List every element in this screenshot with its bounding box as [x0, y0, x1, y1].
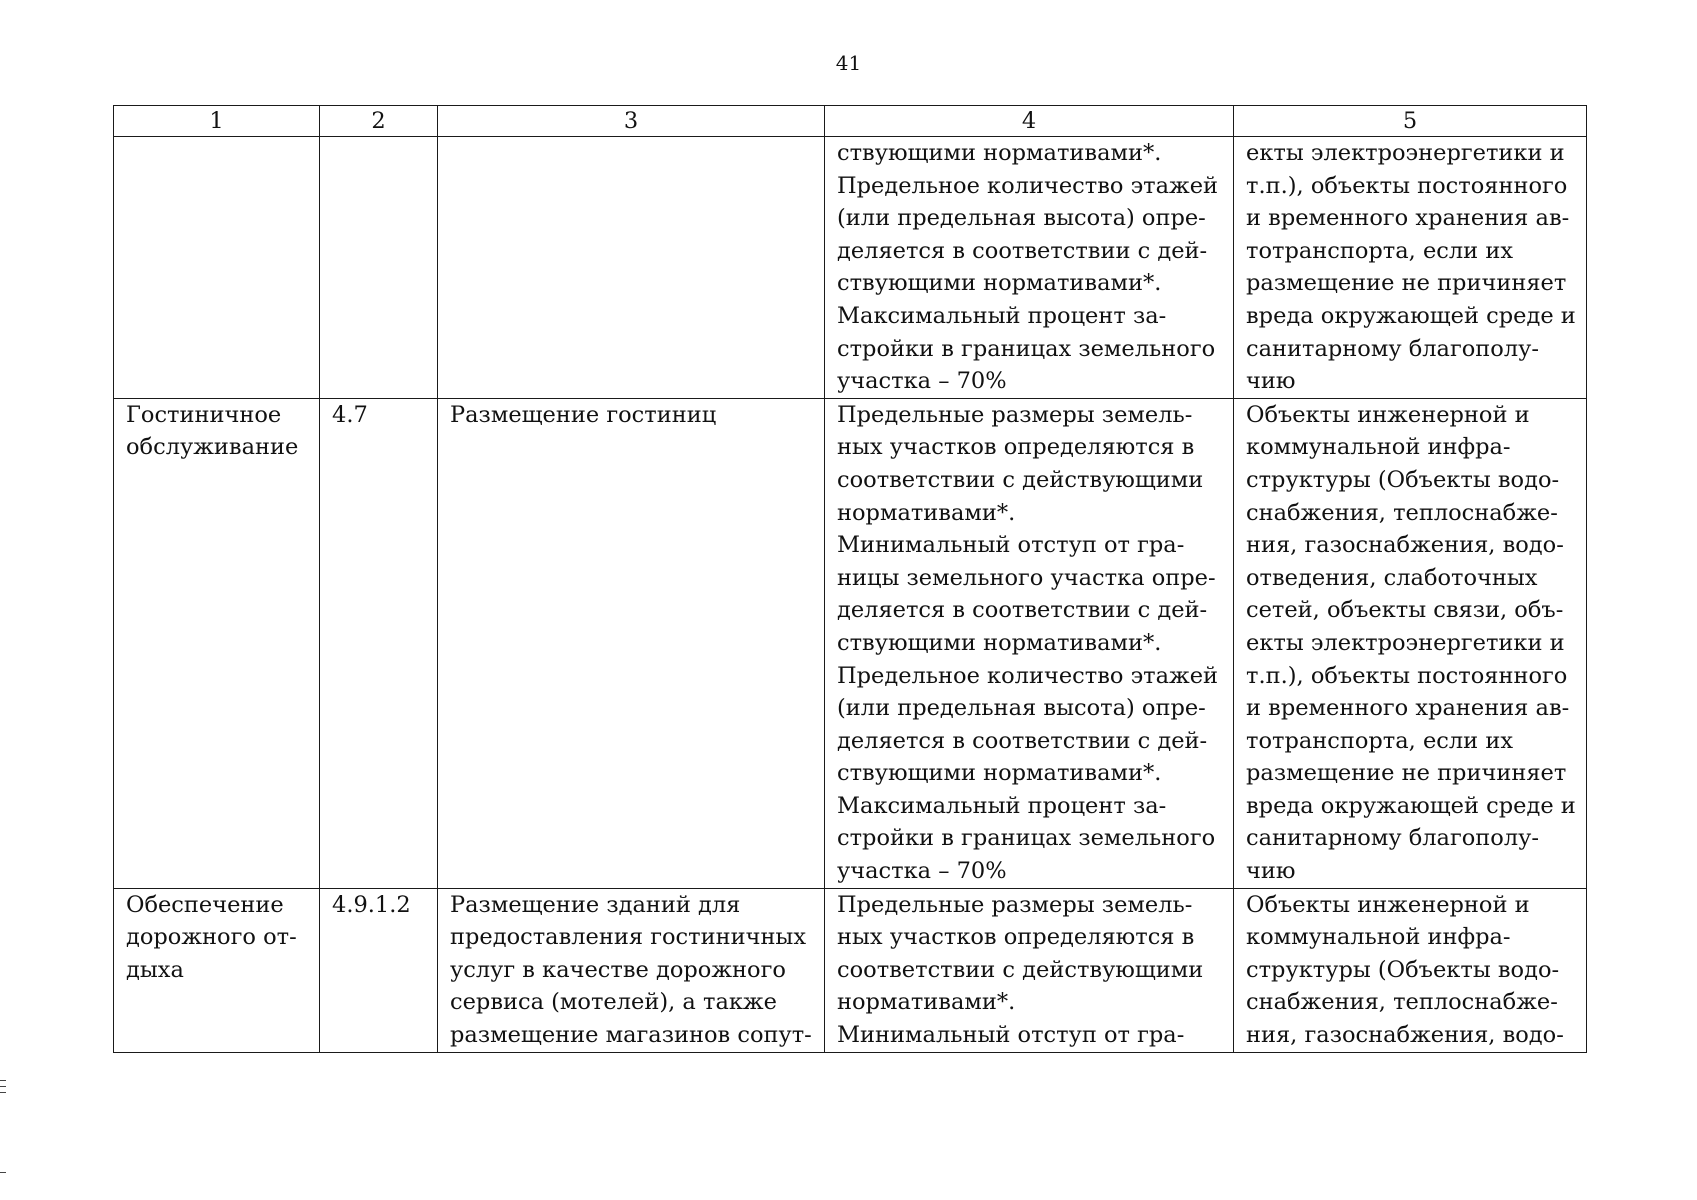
cell-line: ния, газоснабжения, водо-	[1246, 532, 1564, 559]
cell-line: предоставления гостиничных	[450, 924, 807, 951]
table-row	[114, 888, 1587, 1052]
cell-line: структуры (Объекты водо-	[1246, 956, 1560, 983]
column-header-4: 4	[825, 106, 1234, 137]
cell-line: и временного хранения ав-	[1246, 205, 1570, 232]
cell-line: соответствии с действующими	[837, 956, 1204, 983]
cell-line: ния, газоснабжения, водо-	[1246, 1022, 1564, 1049]
cell-line: деляется в соответствии с дей-	[837, 237, 1208, 264]
header-row	[114, 106, 1587, 137]
cell-line: нормативами*.	[837, 499, 1016, 526]
use-name-cell	[114, 137, 320, 399]
margin-mark	[0, 1092, 6, 1093]
cell-line: Максимальный процент за-	[837, 302, 1167, 329]
cell-line: нормативами*.	[837, 989, 1016, 1016]
cell-line: екты электроэнергетики и	[1246, 140, 1565, 166]
cell-line: Размещение гостиниц	[450, 401, 717, 428]
parameters-cell	[825, 888, 1234, 1052]
column-header-5: 5	[1234, 106, 1587, 137]
margin-mark	[0, 1086, 6, 1087]
cell-line: услуг в качестве дорожного	[450, 956, 786, 983]
cell-line: обслуживание	[126, 434, 299, 461]
cell-line: ствующими нормативами*.	[837, 270, 1162, 297]
cell-line: снабжения, теплоснабже-	[1246, 499, 1558, 526]
cell-line: ницы земельного участка опре-	[837, 564, 1216, 591]
cell-line: размещение не причиняет	[1246, 760, 1567, 787]
use-description-cell	[438, 398, 825, 888]
cell-line: сервиса (мотелей), а также	[450, 989, 777, 1016]
cell-line: (или предельная высота) опре-	[837, 695, 1206, 722]
cell-line: вреда окружающей среде и	[1246, 792, 1576, 819]
margin-mark	[0, 1172, 6, 1173]
cell-line: тотранспорта, если их	[1246, 727, 1514, 754]
cell-line: ных участков определяются в	[837, 434, 1195, 461]
use-code-cell	[320, 137, 438, 399]
cell-line: отведения, слаботочных	[1246, 564, 1538, 591]
use-name-cell	[114, 398, 320, 888]
use-code-cell	[320, 888, 438, 1052]
cell-line: Предельные размеры земель-	[837, 891, 1193, 918]
cell-line: Обеспечение	[126, 891, 284, 918]
cell-line: ствующими нормативами*.	[837, 760, 1162, 787]
cell-line: т.п.), объекты постоянного	[1246, 662, 1568, 689]
cell-line: чию	[1246, 858, 1296, 885]
cell-line: чию	[1246, 368, 1296, 395]
cell-line: дорожного от-	[126, 924, 297, 951]
cell-line: коммунальной инфра-	[1246, 434, 1511, 461]
cell-line: т.п.), объекты постоянного	[1246, 172, 1568, 199]
cell-line: Предельное количество этажей	[837, 172, 1219, 199]
cell-line: участка – 70%	[837, 858, 1007, 885]
cell-line: стройки в границах земельного	[837, 335, 1216, 362]
cell-line: Объекты инженерной и	[1246, 891, 1530, 918]
column-header-1: 1	[114, 106, 320, 137]
cell-line: стройки в границах земельного	[837, 825, 1216, 852]
cell-line: снабжения, теплоснабже-	[1246, 989, 1558, 1016]
use-description-cell	[438, 137, 825, 399]
cell-line: санитарному благополу-	[1246, 825, 1539, 852]
parameters-cell	[825, 137, 1234, 399]
table-row	[114, 398, 1587, 888]
cell-line: Максимальный процент за-	[837, 792, 1167, 819]
cell-text: 4.9.1.2	[332, 891, 411, 918]
cell-line: размещение не причиняет	[1246, 270, 1567, 297]
cell-line: Предельное количество этажей	[837, 662, 1219, 689]
cell-line: ных участков определяются в	[837, 924, 1195, 951]
cell-line: и временного хранения ав-	[1246, 695, 1570, 722]
cell-line: участка – 70%	[837, 368, 1007, 395]
cell-line: Размещение зданий для	[450, 891, 741, 918]
column-header-3: 3	[438, 106, 825, 137]
cell-line: деляется в соответствии с дей-	[837, 727, 1208, 754]
cell-line: (или предельная высота) опре-	[837, 205, 1206, 232]
auxiliary-uses-cell	[1234, 398, 1587, 888]
cell-line: Предельные размеры земель-	[837, 401, 1193, 428]
auxiliary-uses-cell	[1234, 137, 1587, 399]
cell-line: соответствии с действующими	[837, 466, 1204, 493]
cell-line: коммунальной инфра-	[1246, 924, 1511, 951]
table-row	[114, 137, 1587, 399]
margin-mark	[0, 1080, 6, 1081]
cell-line: тотранспорта, если их	[1246, 237, 1514, 264]
cell-line: екты электроэнергетики и	[1246, 629, 1565, 656]
cell-line: ствующими нормативами*.	[837, 140, 1162, 166]
page-number: 41	[835, 51, 862, 75]
cell-line: структуры (Объекты водо-	[1246, 466, 1560, 493]
use-description-cell	[438, 888, 825, 1052]
cell-line: размещение магазинов сопут-	[450, 1022, 812, 1049]
auxiliary-uses-cell	[1234, 888, 1587, 1052]
cell-line: Объекты инженерной и	[1246, 401, 1530, 428]
cell-line: Минимальный отступ от гра-	[837, 1022, 1185, 1049]
cell-line: Гостиничное	[126, 401, 282, 428]
zoning-table	[113, 105, 1587, 1053]
cell-line: деляется в соответствии с дей-	[837, 597, 1208, 624]
cell-line: вреда окружающей среде и	[1246, 302, 1576, 329]
cell-line: ствующими нормативами*.	[837, 629, 1162, 656]
cell-text: 4.7	[332, 401, 368, 428]
cell-line: Минимальный отступ от гра-	[837, 532, 1185, 559]
parameters-cell	[825, 398, 1234, 888]
cell-line: санитарному благополу-	[1246, 335, 1539, 362]
column-header-2: 2	[320, 106, 438, 137]
use-name-cell	[114, 888, 320, 1052]
cell-line: сетей, объекты связи, объ-	[1246, 597, 1564, 624]
cell-line: дыха	[126, 956, 184, 983]
use-code-cell	[320, 398, 438, 888]
